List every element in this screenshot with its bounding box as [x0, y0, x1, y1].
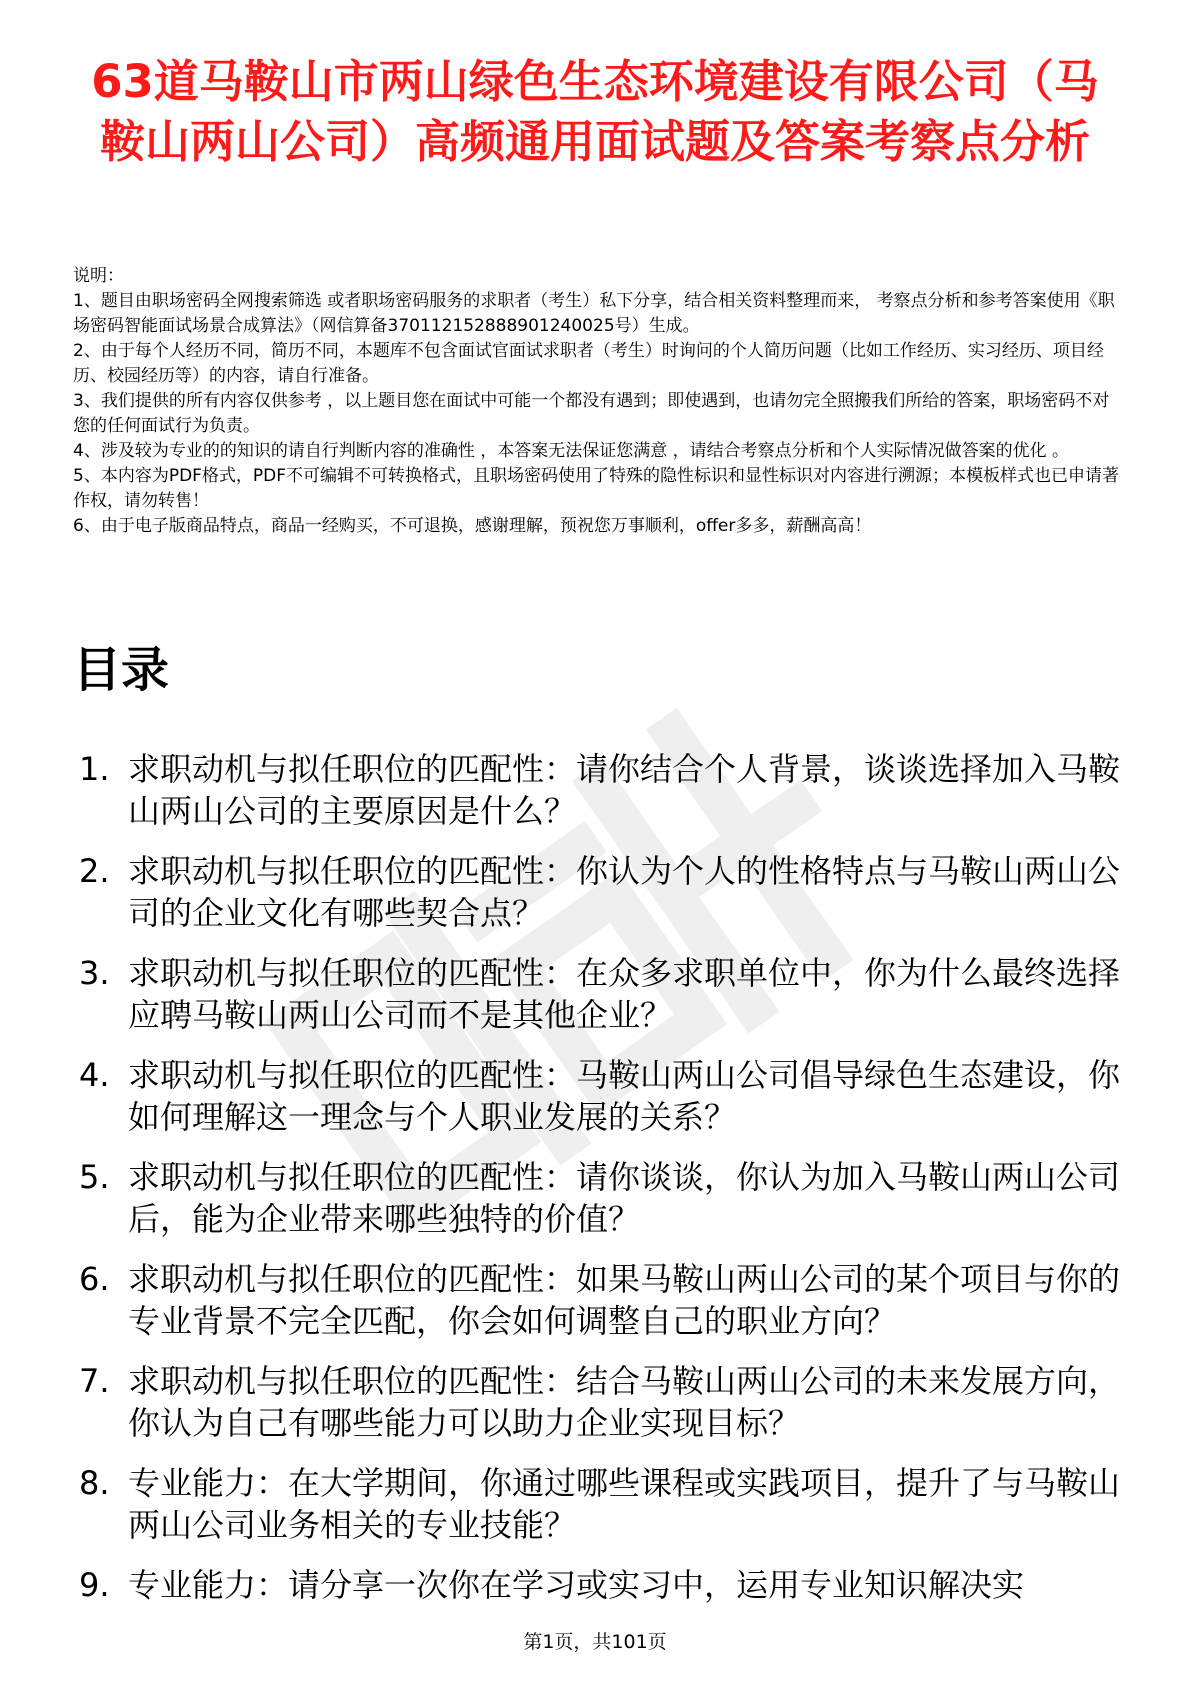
page-footer: 第1页，共101页 — [523, 1631, 667, 1653]
note-item-5: 5、本内容为PDF格式，PDF不可编辑不可转换格式，且职场密码使用了特殊的隐性标识和显性标识对内容进行溯源；本模板样式也已申请著作权，请勿转售！ — [73, 466, 1120, 511]
toc-item-number: 7. — [79, 1362, 110, 1400]
toc-item-text: 求职动机与拟任职位的匹配性：如果马鞍山两山公司的某个项目与你的专业背景不完全匹配，你会如何调整自己的职业方向？ — [128, 1260, 1121, 1340]
toc-item-number: 4. — [79, 1056, 110, 1094]
toc-item[interactable] — [73, 1156, 1123, 1240]
toc-item-number: 8. — [79, 1464, 110, 1502]
note-item-6: 6、由于电子版商品特点，商品一经购买，不可退换，感谢理解，预祝您万事顺利，offer多多，薪酬高高！ — [73, 516, 872, 536]
toc-item-text: 求职动机与拟任职位的匹配性：在众多求职单位中，你为什么最终选择应聘马鞍山两山公司而不是其他企业？ — [128, 954, 1121, 1034]
toc-item-number: 6. — [79, 1260, 110, 1298]
toc-item-text: 求职动机与拟任职位的匹配性：结合马鞍山两山公司的未来发展方向，你认为自己有哪些能力可以助力企业实现目标？ — [128, 1362, 1121, 1442]
toc-item[interactable] — [73, 748, 1123, 832]
note-item-1: 1、题目由职场密码全网搜索筛选 或者职场密码服务的求职者（考生）私下分享，结合相关资料整理而来， 考察点分析和参考答案使用《职场密码智能面试场景合成算法》（网信算备370112152888901240025号）生成。 — [73, 291, 1115, 336]
note-item-2: 2、由于每个人经历不同，简历不同，本题库不包含面试官面试求职者（考生）时询问的个人简历问题（比如工作经历、实习经历、项目经历、校园经历等）的内容，请自行准备。 — [73, 341, 1104, 386]
note-item-3: 3、我们提供的所有内容仅供参考 ，以上题目您在面试中可能一个都没有遇到；即使遇到，也请勿完全照搬我们所给的答案，职场密码不对您的任何面试行为负责。 — [73, 391, 1110, 436]
toc-item-number: 2. — [79, 852, 110, 890]
document-title: 63道马鞍山市两山绿色生态环境建设有限公司（马鞍山两山公司）高频通用面试题及答案考察点分析 — [91, 55, 1099, 168]
toc-item-text: 专业能力：在大学期间，你通过哪些课程或实践项目，提升了与马鞍山两山公司业务相关的专业技能？ — [128, 1464, 1121, 1544]
note-item-4: 4、涉及较为专业的的知识的请自行判断内容的准确性 ，本答案无法保证您满意 ，请结合考察点分析和个人实际情况做答案的优化 。 — [73, 441, 1070, 461]
toc-item-text: 求职动机与拟任职位的匹配性：马鞍山两山公司倡导绿色生态建设，你如何理解这一理念与个人职业发展的关系？ — [128, 1056, 1121, 1136]
toc-item-text: 求职动机与拟任职位的匹配性：请你结合个人背景，谈谈选择加入马鞍山两山公司的主要原因是什么？ — [128, 750, 1121, 830]
notes-heading: 说明： — [73, 266, 124, 286]
toc-item-text: 求职动机与拟任职位的匹配性：你认为个人的性格特点与马鞍山两山公司的企业文化有哪些契合点？ — [128, 852, 1121, 932]
toc-heading: 目录 — [73, 642, 170, 698]
toc-item[interactable] — [73, 1564, 1123, 1606]
toc-item-number: 3. — [79, 954, 110, 992]
toc-item-number: 1. — [79, 750, 110, 788]
toc-item[interactable] — [73, 1258, 1123, 1342]
toc-item-number: 9. — [79, 1566, 110, 1604]
toc-item[interactable] — [73, 850, 1123, 934]
toc-item-number: 5. — [79, 1158, 110, 1196]
toc-list — [73, 748, 1123, 1624]
toc-item-text: 求职动机与拟任职位的匹配性：请你谈谈，你认为加入马鞍山两山公司后，能为企业带来哪些独特的价值？ — [128, 1158, 1121, 1238]
toc-item[interactable] — [73, 1462, 1123, 1546]
toc-item[interactable] — [73, 1054, 1123, 1138]
toc-item-text: 专业能力：请分享一次你在学习或实习中，运用专业知识解决实 — [128, 1566, 1025, 1604]
notes-section — [73, 264, 1123, 539]
toc-item[interactable] — [73, 1360, 1123, 1444]
toc-item[interactable] — [73, 952, 1123, 1036]
